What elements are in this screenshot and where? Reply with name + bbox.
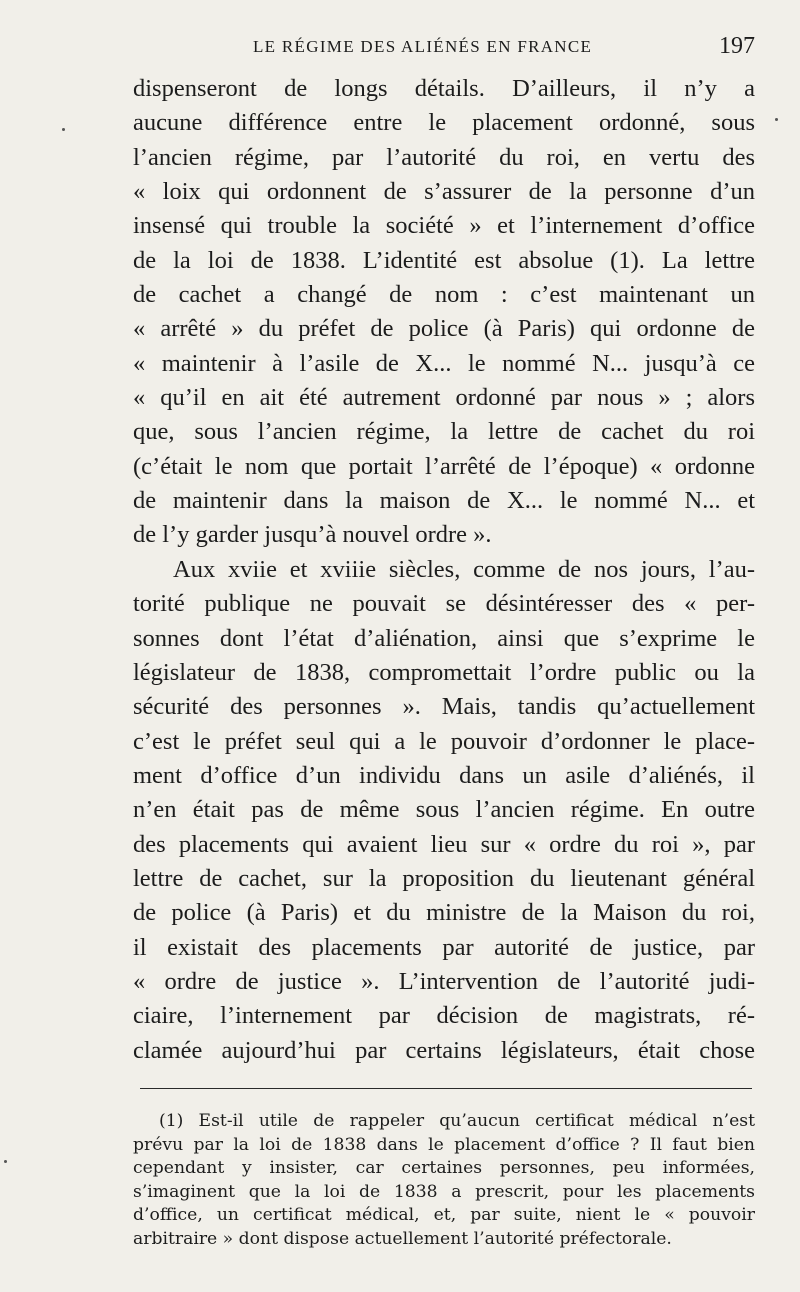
text-line: l’ancien régime, par l’autorité du roi, en vertu des [133,143,755,171]
text-line: sonnes dont l’état d’aliénation, ainsi que s’exprime le [133,624,755,652]
text-line: de la loi de 1838. L’identité est absolue (1). La lettre [133,246,755,274]
text-line: c’est le préfet seul qui a le pouvoir d’ordonner le place- [133,727,755,755]
text-line: « ordre de justice ». L’intervention de l’autorité judi- [133,967,755,995]
page-header [133,33,755,65]
text-line: ment d’office d’un individu dans un asile d’aliénés, il [133,761,755,789]
text-line: « maintenir à l’asile de X... le nommé N... jusqu’à ce [133,349,755,377]
text-line: « arrêté » du préfet de police (à Paris) qui ordonne de [133,315,755,343]
text-line: n’en était pas de même sous l’ancien régime. En outre [133,796,755,824]
footnote-line: arbitraire » dont dispose actuellement l’autorité préfectorale. [133,1228,672,1249]
text-line: « qu’il en ait été autrement ordonné par nous » ; alors [133,384,755,412]
text-line: Aux xviie et xviiie siècles, comme de nos jours, l’au- [173,555,755,583]
text-line: « loix qui ordonnent de s’assurer de la personne d’un [133,178,755,206]
text-line: torité publique ne pouvait se désintéresser des « per- [133,590,755,618]
paper-speck [62,128,65,131]
text-line: sécurité des personnes ». Mais, tandis qu’actuellement [133,693,755,721]
paper-speck [775,118,778,121]
footnotes [133,1110,755,1252]
text-line: insensé qui trouble la société » et l’internement d’office [133,212,755,240]
text-line: des placements qui avaient lieu sur « ordre du roi », par [133,830,755,858]
text-line: de l’y garder jusqu’à nouvel ordre ». [133,521,492,549]
text-line: aucune différence entre le placement ordonné, sous [133,109,755,137]
text-line: de cachet a changé de nom : c’est maintenant un [133,281,755,309]
body-text [133,72,755,1068]
footnote-divider [140,1088,752,1089]
text-line: législateur de 1838, compromettait l’ordre public ou la [133,658,755,686]
text-line: lettre de cachet, sur la proposition du lieutenant général [133,864,755,892]
page-number: 197 [719,33,755,59]
footnote-line: cependant y insister, car certaines personnes, peu informées, [133,1158,755,1179]
paper-speck [4,1160,7,1163]
footnote-line: (1) Est-il utile de rappeler qu’aucun certificat médical n’est [159,1111,755,1131]
text-line: dispenseront de longs détails. D’ailleurs, il n’y a [133,75,755,102]
text-line: que, sous l’ancien régime, la lettre de cachet du roi [133,418,755,446]
text-line: de maintenir dans la maison de X... le nommé N... et [133,487,755,515]
footnote-line: d’office, un certificat médical, et, par suite, nient le « pouvoir [133,1205,755,1226]
text-line: il existait des placements par autorité de justice, par [133,933,755,961]
footnote-line: s’imaginent que la loi de 1838 a prescrit, pour les placements [133,1181,755,1202]
footnote-line: prévu par la loi de 1838 dans le placement d’office ? Il faut bien [133,1134,755,1155]
text-line: ciaire, l’internement par décision de magistrats, ré- [133,1002,755,1030]
text-line: de police (à Paris) et du ministre de la Maison du roi, [133,899,755,927]
text-line: clamée aujourd’hui par certains législateurs, était chose [133,1036,755,1064]
running-title: LE RÉGIME DES ALIÉNÉS EN FRANCE [253,37,593,56]
text-line: (c’était le nom que portait l’arrêté de l’époque) « ordonne [133,452,755,480]
